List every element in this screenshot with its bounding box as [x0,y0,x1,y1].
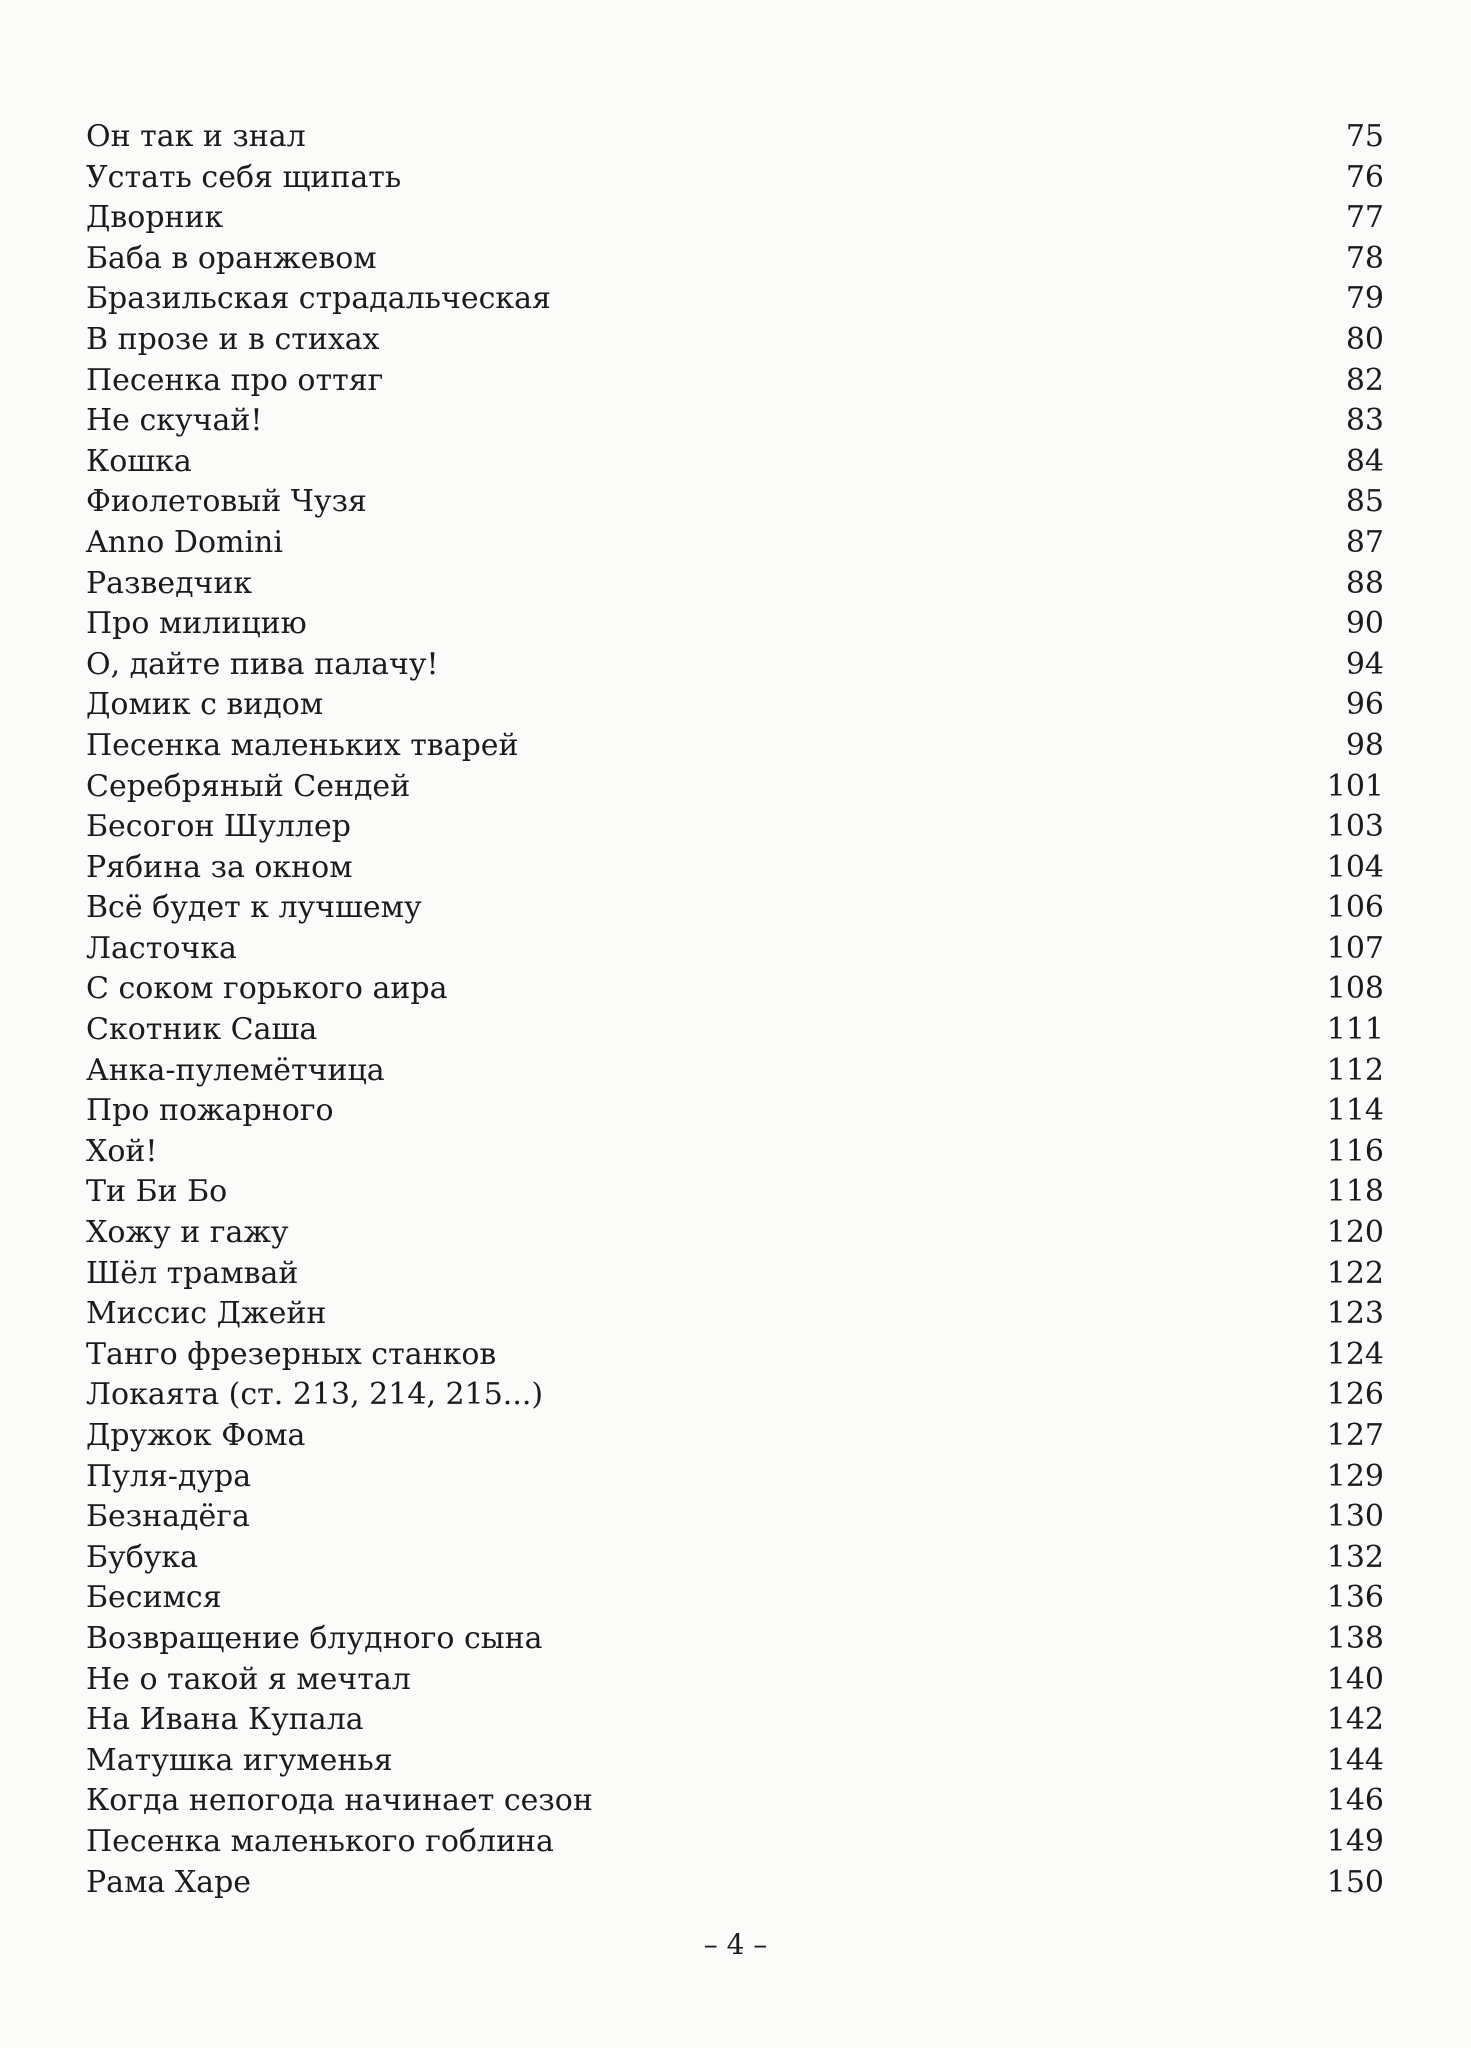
toc-entry-page: 108 [1326,971,1384,1007]
toc-entry-title: Разведчик [86,565,253,601]
toc-entry-page: 118 [1326,1174,1384,1210]
toc-entry [86,361,1384,402]
toc-entry-page: 78 [1345,240,1384,276]
toc-entry-page: 140 [1326,1661,1384,1697]
toc-entry-title: В прозе и в стихах [86,321,380,357]
table-of-contents [86,117,1384,1903]
toc-entry-page: 80 [1345,321,1384,357]
toc-entry-page: 138 [1326,1620,1384,1656]
toc-entry-title: Пуля-дура [86,1458,252,1494]
toc-entry-title: Серебряный Сендей [86,768,411,804]
toc-entry-page: 142 [1326,1702,1384,1738]
toc-entry-page: 127 [1326,1418,1384,1453]
toc-entry [86,807,1384,848]
toc-entry [86,1822,1384,1863]
toc-entry-title: Возвращение блудного сына [86,1620,543,1656]
toc-entry-title: Анка-пулемётчица [86,1052,385,1088]
toc-entry-page: 136 [1326,1580,1384,1616]
toc-entry [86,645,1384,686]
toc-entry-title: Ти Би Бо [86,1174,228,1210]
toc-entry-page: 83 [1345,403,1384,439]
toc-entry-title: Матушка игуменья [86,1742,393,1778]
toc-entry-title: Не скучай! [86,403,263,439]
toc-entry [86,401,1384,442]
toc-entry-title: Баба в оранжевом [86,240,377,276]
toc-entry-page: 111 [1326,1012,1384,1048]
toc-entry-title: О, дайте пива палачу! [86,646,439,682]
toc-entry-page: 87 [1345,524,1384,560]
toc-entry-title: С соком горького аира [86,971,448,1007]
toc-entry [86,198,1384,239]
toc-entry-title: Не о такой я мечтал [86,1661,411,1697]
toc-entry-title: Про милицию [86,606,307,642]
toc-entry-title: Рябина за окном [86,849,353,885]
toc-entry-page: 106 [1326,890,1384,926]
toc-entry-title: Безнадёга [86,1499,250,1535]
toc-entry [86,1254,1384,1295]
toc-entry-page: 123 [1326,1296,1384,1332]
toc-entry-page: 146 [1326,1783,1384,1819]
toc-entry [86,1051,1384,1092]
toc-entry-page: 130 [1326,1499,1384,1535]
toc-entry [86,482,1384,523]
toc-entry-page: 129 [1326,1458,1384,1494]
toc-entry-page: 144 [1326,1742,1384,1778]
toc-entry [86,239,1384,280]
toc-entry-title: Домик с видом [86,687,324,723]
toc-entry-page: 101 [1326,768,1384,804]
toc-entry [86,848,1384,889]
toc-entry-page: 116 [1326,1133,1384,1169]
toc-entry [86,1213,1384,1254]
toc-entry-page: 77 [1345,200,1384,236]
toc-entry-page: 90 [1345,606,1384,642]
toc-entry [86,1863,1384,1904]
toc-entry-page: 124 [1326,1336,1384,1372]
toc-entry [86,1010,1384,1051]
toc-entry-title: Бубука [86,1539,199,1575]
toc-entry [86,888,1384,929]
toc-entry-title: Песенка про оттяг [86,362,384,398]
toc-entry [86,1416,1384,1457]
toc-entry-page: 126 [1326,1377,1384,1413]
toc-entry [86,523,1384,564]
toc-entry-title: Устать себя щипать [86,159,402,195]
toc-entry-title: Шёл трамвай [86,1255,299,1291]
toc-entry [86,1781,1384,1822]
toc-entry [86,1294,1384,1335]
toc-entry-title: Про пожарного [86,1093,334,1129]
toc-entry-page: 79 [1345,281,1384,317]
toc-entry-title: Рама Харе [86,1864,252,1900]
page-number: – 4 – [703,1928,768,1961]
toc-entry-page: 103 [1326,809,1384,845]
toc-entry [86,1578,1384,1619]
toc-entry-title: Песенка маленьких тварей [86,727,519,763]
toc-entry-title: Кошка [86,443,192,479]
toc-entry-page: 104 [1326,849,1384,885]
toc-entry-page: 96 [1345,687,1384,723]
toc-entry-title: Он так и знал [86,119,306,154]
toc-entry [86,767,1384,808]
toc-entry-title: Бразильская страдальческая [86,281,551,317]
toc-entry-page: 112 [1326,1052,1384,1088]
toc-entry [86,1538,1384,1579]
toc-entry-page: 88 [1345,565,1384,601]
toc-entry [86,1660,1384,1701]
toc-entry-page: 84 [1345,443,1384,479]
toc-entry-title: Танго фрезерных станков [86,1336,497,1372]
toc-entry [86,117,1384,158]
toc-entry [86,1700,1384,1741]
toc-entry-title: Скотник Саша [86,1012,318,1048]
toc-entry [86,279,1384,320]
toc-entry-title: Хожу и гажу [86,1215,289,1251]
toc-entry-page: 94 [1345,646,1384,682]
toc-entry-title: Хой! [86,1133,158,1169]
toc-entry-title: Anno Domini [86,524,283,560]
toc-entry-page: 122 [1326,1255,1384,1291]
toc-entry [86,320,1384,361]
toc-entry-title: Фиолетовый Чузя [86,484,367,520]
toc-entry-page: 120 [1326,1215,1384,1251]
toc-entry [86,929,1384,970]
toc-entry-page: 98 [1345,727,1384,763]
toc-entry-page: 132 [1326,1539,1384,1575]
toc-entry-page: 150 [1326,1864,1384,1900]
toc-entry [86,1172,1384,1213]
toc-entry [86,158,1384,199]
toc-entry [86,1132,1384,1173]
toc-entry [86,442,1384,483]
toc-entry-title: Всё будет к лучшему [86,890,422,926]
toc-entry [86,1741,1384,1782]
toc-entry [86,1457,1384,1498]
toc-entry [86,969,1384,1010]
toc-entry-page: 76 [1345,159,1384,195]
toc-entry-page: 75 [1345,119,1384,154]
toc-entry-page: 85 [1345,484,1384,520]
toc-entry [86,1091,1384,1132]
toc-entry [86,1497,1384,1538]
toc-entry-title: На Ивана Купала [86,1702,364,1738]
toc-entry-title: Бесимся [86,1580,222,1616]
toc-entry [86,604,1384,645]
toc-entry [86,1335,1384,1376]
toc-entry-title: Дружок Фома [86,1418,306,1453]
toc-entry-title: Бесогон Шуллер [86,809,351,845]
toc-entry [86,726,1384,767]
toc-entry [86,564,1384,605]
toc-entry-title: Локаята (ст. 213, 214, 215...) [86,1377,544,1413]
toc-entry [86,685,1384,726]
toc-entry-title: Песенка маленького гоблина [86,1823,554,1859]
toc-entry-title: Ласточка [86,930,237,966]
toc-entry [86,1375,1384,1416]
toc-entry-page: 82 [1345,362,1384,398]
toc-entry-page: 114 [1326,1093,1384,1129]
toc-entry-title: Миссис Джейн [86,1296,327,1332]
toc-entry [86,1619,1384,1660]
toc-entry-page: 149 [1326,1823,1384,1859]
toc-entry-title: Дворник [86,200,224,236]
toc-entry-page: 107 [1326,930,1384,966]
toc-entry-title: Когда непогода начинает сезон [86,1783,593,1819]
